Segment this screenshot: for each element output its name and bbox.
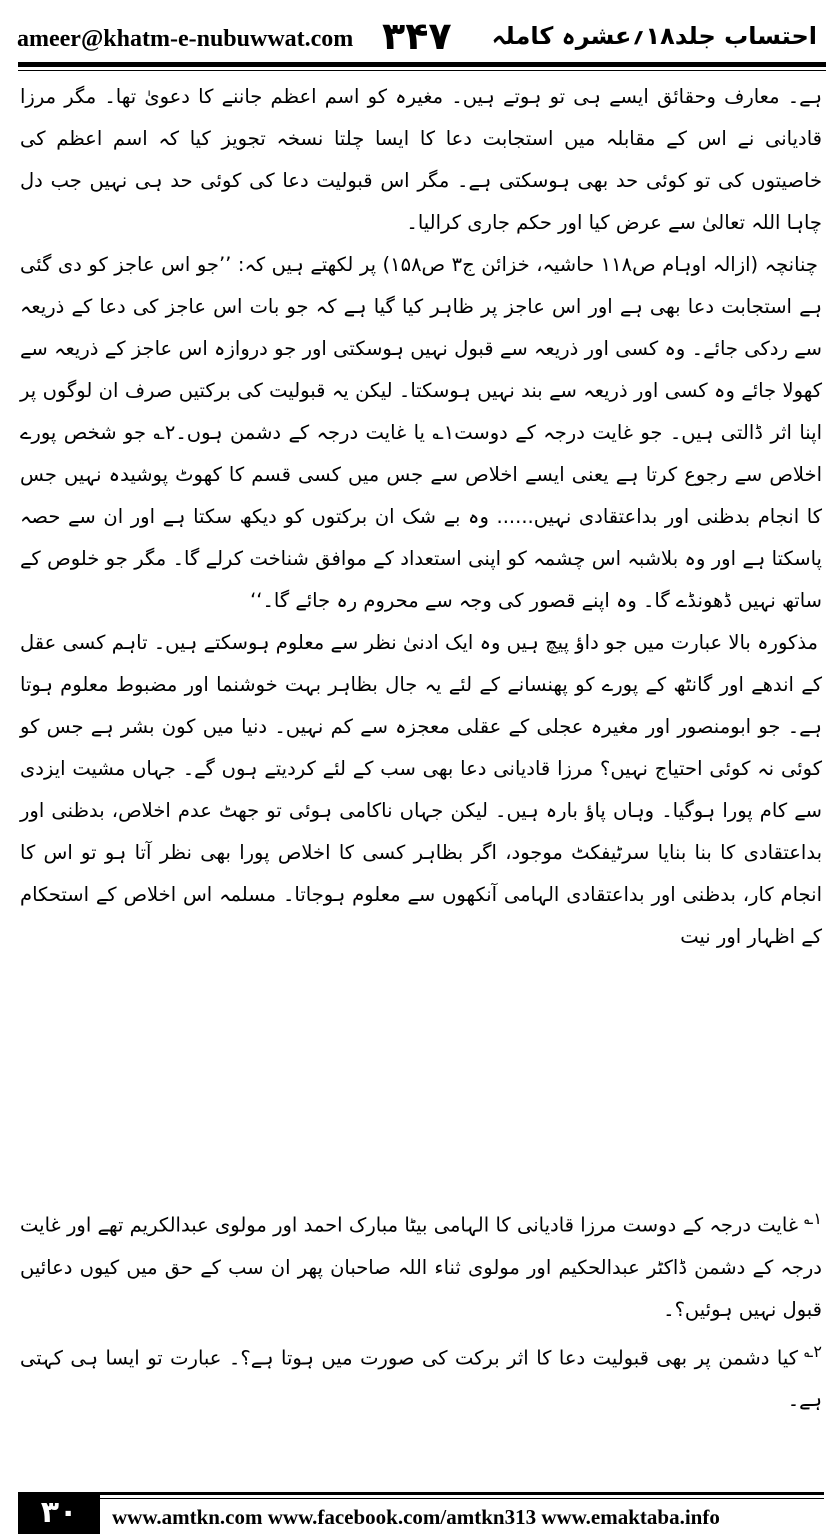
footnote-marker: ۲؎ bbox=[804, 1341, 822, 1361]
footnotes bbox=[20, 1198, 822, 1421]
footer-links[interactable]: www.amtkn.com www.facebook.com/amtkn313 www.emaktaba.info bbox=[112, 1505, 720, 1529]
main-text bbox=[20, 76, 822, 958]
footnote-1 bbox=[20, 1198, 822, 1331]
footnote-text: غایت درجہ کے دوست مرزا قادیانی کا الہامی بیٹا مبارک احمد اور مولوی عبدالکریم تھے اور غایت درجہ کے دشمن ڈاکٹر عبدالحکیم اور مولوی ثناء اللہ صاحبان پھر ان سب کے حق میں کیوں دعائیں قبول نہیں ہوئیں؟۔ bbox=[20, 1213, 822, 1321]
footnote-2 bbox=[20, 1331, 822, 1422]
page-header bbox=[0, 0, 840, 68]
footer-page-number: ۳۰ bbox=[40, 1495, 78, 1530]
paragraph: مذکورہ بالا عبارت میں جو داؤ پیچ ہیں وہ ایک ادنیٰ نظر سے معلوم ہوسکتے ہیں۔ تاہم کسی عقل کے اندھے اور گانٹھ کے پورے کو پھنسانے کے لئے یہ جال بظاہر بہت خوشنما اور مضبوط معلوم ہوتا ہے۔ جو ابومنصور اور مغیرہ عجلی کے عقلی معجزہ سے کم نہیں۔ دنیا میں کون بشر ہے جس کو کوئی نہ کوئی احتیاج نہیں؟ مرزا قادیانی دعا بھی سب کے لئے کردیتے ہوں گے۔ جہاں مشیت ایزدی سے کام پورا ہوگیا۔ وہاں پاؤ بارہ ہیں۔ لیکن جہاں ناکامی ہوئی تو جھٹ عدم اخلاص، بدظنی اور بداعتقادی کا بنا بنایا سرٹیفکٹ موجود، اگر بظاہر کسی کا اخلاص پورا بھی نظر آتا ہو تو اس کا انجام کار، بدظنی اور بداعتقادی الہامی آنکھوں سے معلوم ہوجاتا۔ مسلمہ اس اخلاص کے استحکام کے اظہار اور نیت bbox=[20, 631, 822, 948]
footer-rule-thin bbox=[100, 1498, 824, 1499]
footer-rule-thick bbox=[100, 1492, 824, 1495]
paragraph: چنانچہ (ازالہ اوہام ص۱۱۸ حاشیہ، خزائن ج۳ ص۱۵۸) پر لکھتے ہیں کہ: ’’جو اس عاجز کو دی گئی ہے استجابت دعا بھی ہے اور اس عاجز پر ظاہر کیا گیا ہے کہ جو بات اس عاجز کی دعا کے ذریعہ سے ردکی جائے۔ وہ کسی اور ذریعہ سے قبول نہیں ہوسکتی اور جو دروازہ اس عاجز کے ذریعہ سے کھولا جائے وہ کسی اور ذریعہ سے بند نہیں ہوسکتا۔ لیکن یہ قبولیت کی برکتیں صرف ان لوگوں پر اپنا اثر ڈالتی ہیں۔ جو غایت درجہ کے دوست۱؎ یا غایت درجہ کے دشمن ہوں۔۲؎ جو شخص پورے اخلاص سے رجوع کرتا ہے یعنی ایسے اخلاص سے جس میں کسی قسم کا کھوٹ پوشیدہ نہیں جس کا انجام بدظنی اور بداعتقادی نہیں...... وہ بے شک ان برکتوں کو دیکھ سکتا ہے اور ان سے حصہ پاسکتا ہے اور وہ بلاشبہ اس چشمہ کو اپنی استعداد کے موافق شناخت کرلے گا۔ مگر جو خلوص کے ساتھ نہیں ڈھونڈے گا۔ وہ اپنے قصور کی وجہ سے محروم رہ جائے گا۔‘‘ bbox=[20, 253, 823, 612]
paragraph: ہے۔ معارف وحقائق ایسے ہی تو ہوتے ہیں۔ مغیرہ کو اسم اعظم جاننے کا دعویٰ تھا۔ مگر مرزا قادیانی نے اس کے مقابلہ میں استجابت دعا کا ایسا چلتا نسخہ تجویز کیا کہ اسم اعظم کی خاصیتوں کی تو کوئی حد بھی ہوسکتی ہے۔ مگر اس قبولیت دعا کی کوئی حد ہی نہیں جب دل چاہا اللہ تعالیٰ سے عرض کیا اور حکم جاری کرالیا۔ bbox=[20, 85, 822, 234]
header-email[interactable]: ameer@khatm-e-nubuwwat.com bbox=[17, 26, 354, 52]
page-footer bbox=[0, 1488, 840, 1540]
header-page-number: ۳۴۷ bbox=[382, 14, 452, 58]
footnote-marker: ۱؎ bbox=[804, 1209, 822, 1228]
footnote-separator bbox=[20, 1186, 820, 1187]
header-rule-thin bbox=[18, 70, 826, 71]
header-book-title: احتساب جلد۱۸؍عشرہ کاملہ bbox=[491, 22, 817, 50]
header-rule-thick bbox=[18, 62, 826, 67]
footnote-text: کیا دشمن پر بھی قبولیت دعا کا اثر برکت کی صورت میں ہوتا ہے؟۔ عبارت تو ایسا ہی کہتی ہے۔ bbox=[20, 1346, 822, 1411]
